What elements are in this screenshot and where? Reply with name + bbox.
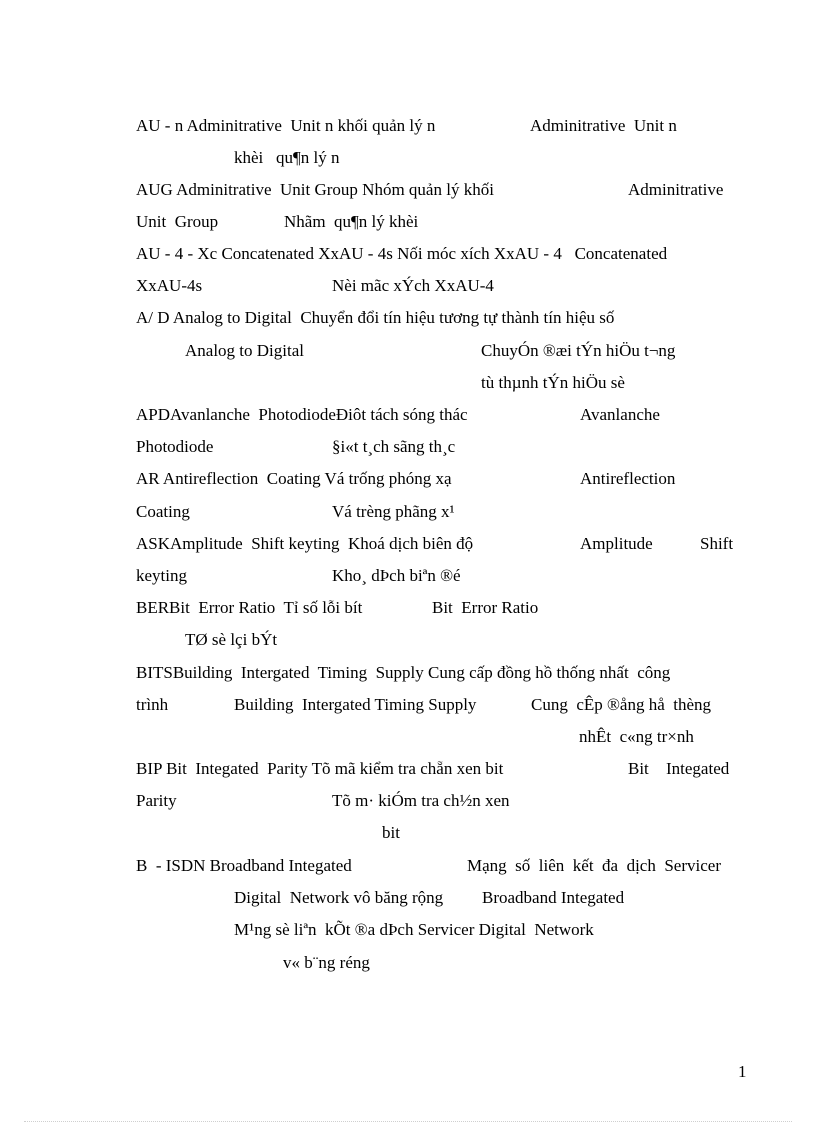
glossary-term-bisdn-vn-2: Digital Network vô băng rộng — [234, 888, 444, 907]
glossary-term-bits-legacy-2: nhÊt c«ng tr×nh — [579, 727, 694, 746]
glossary-term-bip-legacy-2: bit — [382, 823, 400, 842]
glossary-term-bits-vn-2: trình — [136, 695, 169, 714]
glossary-term-au4xc-vn: AU - 4 - Xc Concatenated XxAU - 4s Nối móc xích XxAU - 4 Concatenated — [136, 244, 668, 263]
page-bottom-divider — [24, 1121, 792, 1122]
glossary-term-apd-vn: APDAvanlanche PhotodiodeĐiôt tách sóng thác — [136, 405, 468, 424]
glossary-term-au-vn: AU - n Adminitrative Unit n khối quản lý n — [136, 116, 436, 135]
glossary-term-au4xc-en: XxAU-4s — [136, 276, 203, 295]
glossary-term-bip-legacy-1: Tõ m· kiÓm tra ch½n xen — [332, 791, 510, 810]
glossary-term-ad-en: Analog to Digital — [185, 341, 304, 360]
glossary-term-bip-en-1: Bit — [628, 759, 649, 778]
glossary-term-aug-en-1: Adminitrative — [628, 180, 724, 199]
glossary-term-ber-vn: BERBit Error Ratio Tỉ số lỗi bít — [136, 598, 363, 617]
glossary-term-bisdn-legacy-1: M¹ng sè liªn kÕt ®a dÞch Servicer Digital Network — [234, 920, 594, 939]
glossary-term-aug-en-2: Unit Group — [136, 212, 219, 231]
glossary-term-ber-legacy: TØ sè lçi bÝt — [185, 630, 278, 649]
glossary-term-bisdn-vn-1: Mạng số liên kết đa dịch Servicer — [467, 856, 721, 875]
glossary-term-bip-en-2: Integated — [666, 759, 730, 778]
glossary-term-au-legacy: khèi qu¶n lý n — [234, 148, 340, 167]
glossary-term-aug-legacy: Nhãm qu¶n lý khèi — [284, 212, 419, 231]
glossary-term-bits-legacy-1: Cung cÊp ®ång hå thèng — [531, 695, 712, 714]
glossary-term-bits-vn: BITSBuilding Intergated Timing Supply Cung cấp đồng hồ thống nhất công — [136, 663, 671, 682]
glossary-term-ar-legacy: Vá trèng phãng x¹ — [332, 502, 455, 521]
glossary-term-ber-en: Bit Error Ratio — [432, 598, 539, 617]
glossary-term-aug-vn: AUG Adminitrative Unit Group Nhóm quản lý khối — [136, 180, 494, 199]
glossary-term-au4xc-legacy: Nèi mãc xÝch XxAU-4 — [332, 276, 494, 295]
glossary-term-ask-legacy: Kho¸ dÞch biªn ®é — [332, 566, 461, 585]
glossary-term-ask-en-1: Amplitude — [580, 534, 653, 553]
glossary-term-apd-en-2: Photodiode — [136, 437, 214, 456]
glossary-term-ar-en-2: Coating — [136, 502, 190, 521]
glossary-term-ask-en-3: keyting — [136, 566, 187, 585]
glossary-term-ad-legacy-1: ChuyÓn ®æi tÝn hiÖu t¬ng — [481, 341, 676, 360]
glossary-term-bisdn-en-2: Broadband Integated — [482, 888, 625, 907]
glossary-term-ar-en-1: Antireflection — [580, 469, 676, 488]
glossary-term-bisdn-legacy-2: v« b¨ng réng — [283, 953, 370, 972]
glossary-term-bits-en: Building Intergated Timing Supply — [234, 695, 477, 714]
page-number: 1 — [738, 1062, 747, 1081]
glossary-term-apd-en-1: Avanlanche — [580, 405, 660, 424]
glossary-term-ask-vn: ASKAmplitude Shift keyting Khoá dịch biên độ — [136, 534, 474, 553]
glossary-term-ad-vn: A/ D Analog to Digital Chuyển đổi tín hiệu tương tự thành tín hiệu số — [136, 308, 615, 327]
glossary-term-ar-vn: AR Antireflection Coating Vá trống phóng xạ — [136, 469, 452, 488]
glossary-term-au-en: Adminitrative Unit n — [530, 116, 677, 135]
glossary-term-bip-vn: BIP Bit Integated Parity Tõ mã kiểm tra chẵn xen bit — [136, 759, 504, 778]
glossary-term-ad-legacy-2: tù thµnh tÝn hiÖu sè — [481, 373, 625, 392]
glossary-term-bip-en-3: Parity — [136, 791, 177, 810]
glossary-term-bisdn-en-1: B - ISDN Broadband Integated — [136, 856, 352, 875]
glossary-term-ask-en-2: Shift — [700, 534, 734, 553]
glossary-term-apd-legacy: §i«t t¸ch sãng th¸c — [332, 437, 456, 456]
